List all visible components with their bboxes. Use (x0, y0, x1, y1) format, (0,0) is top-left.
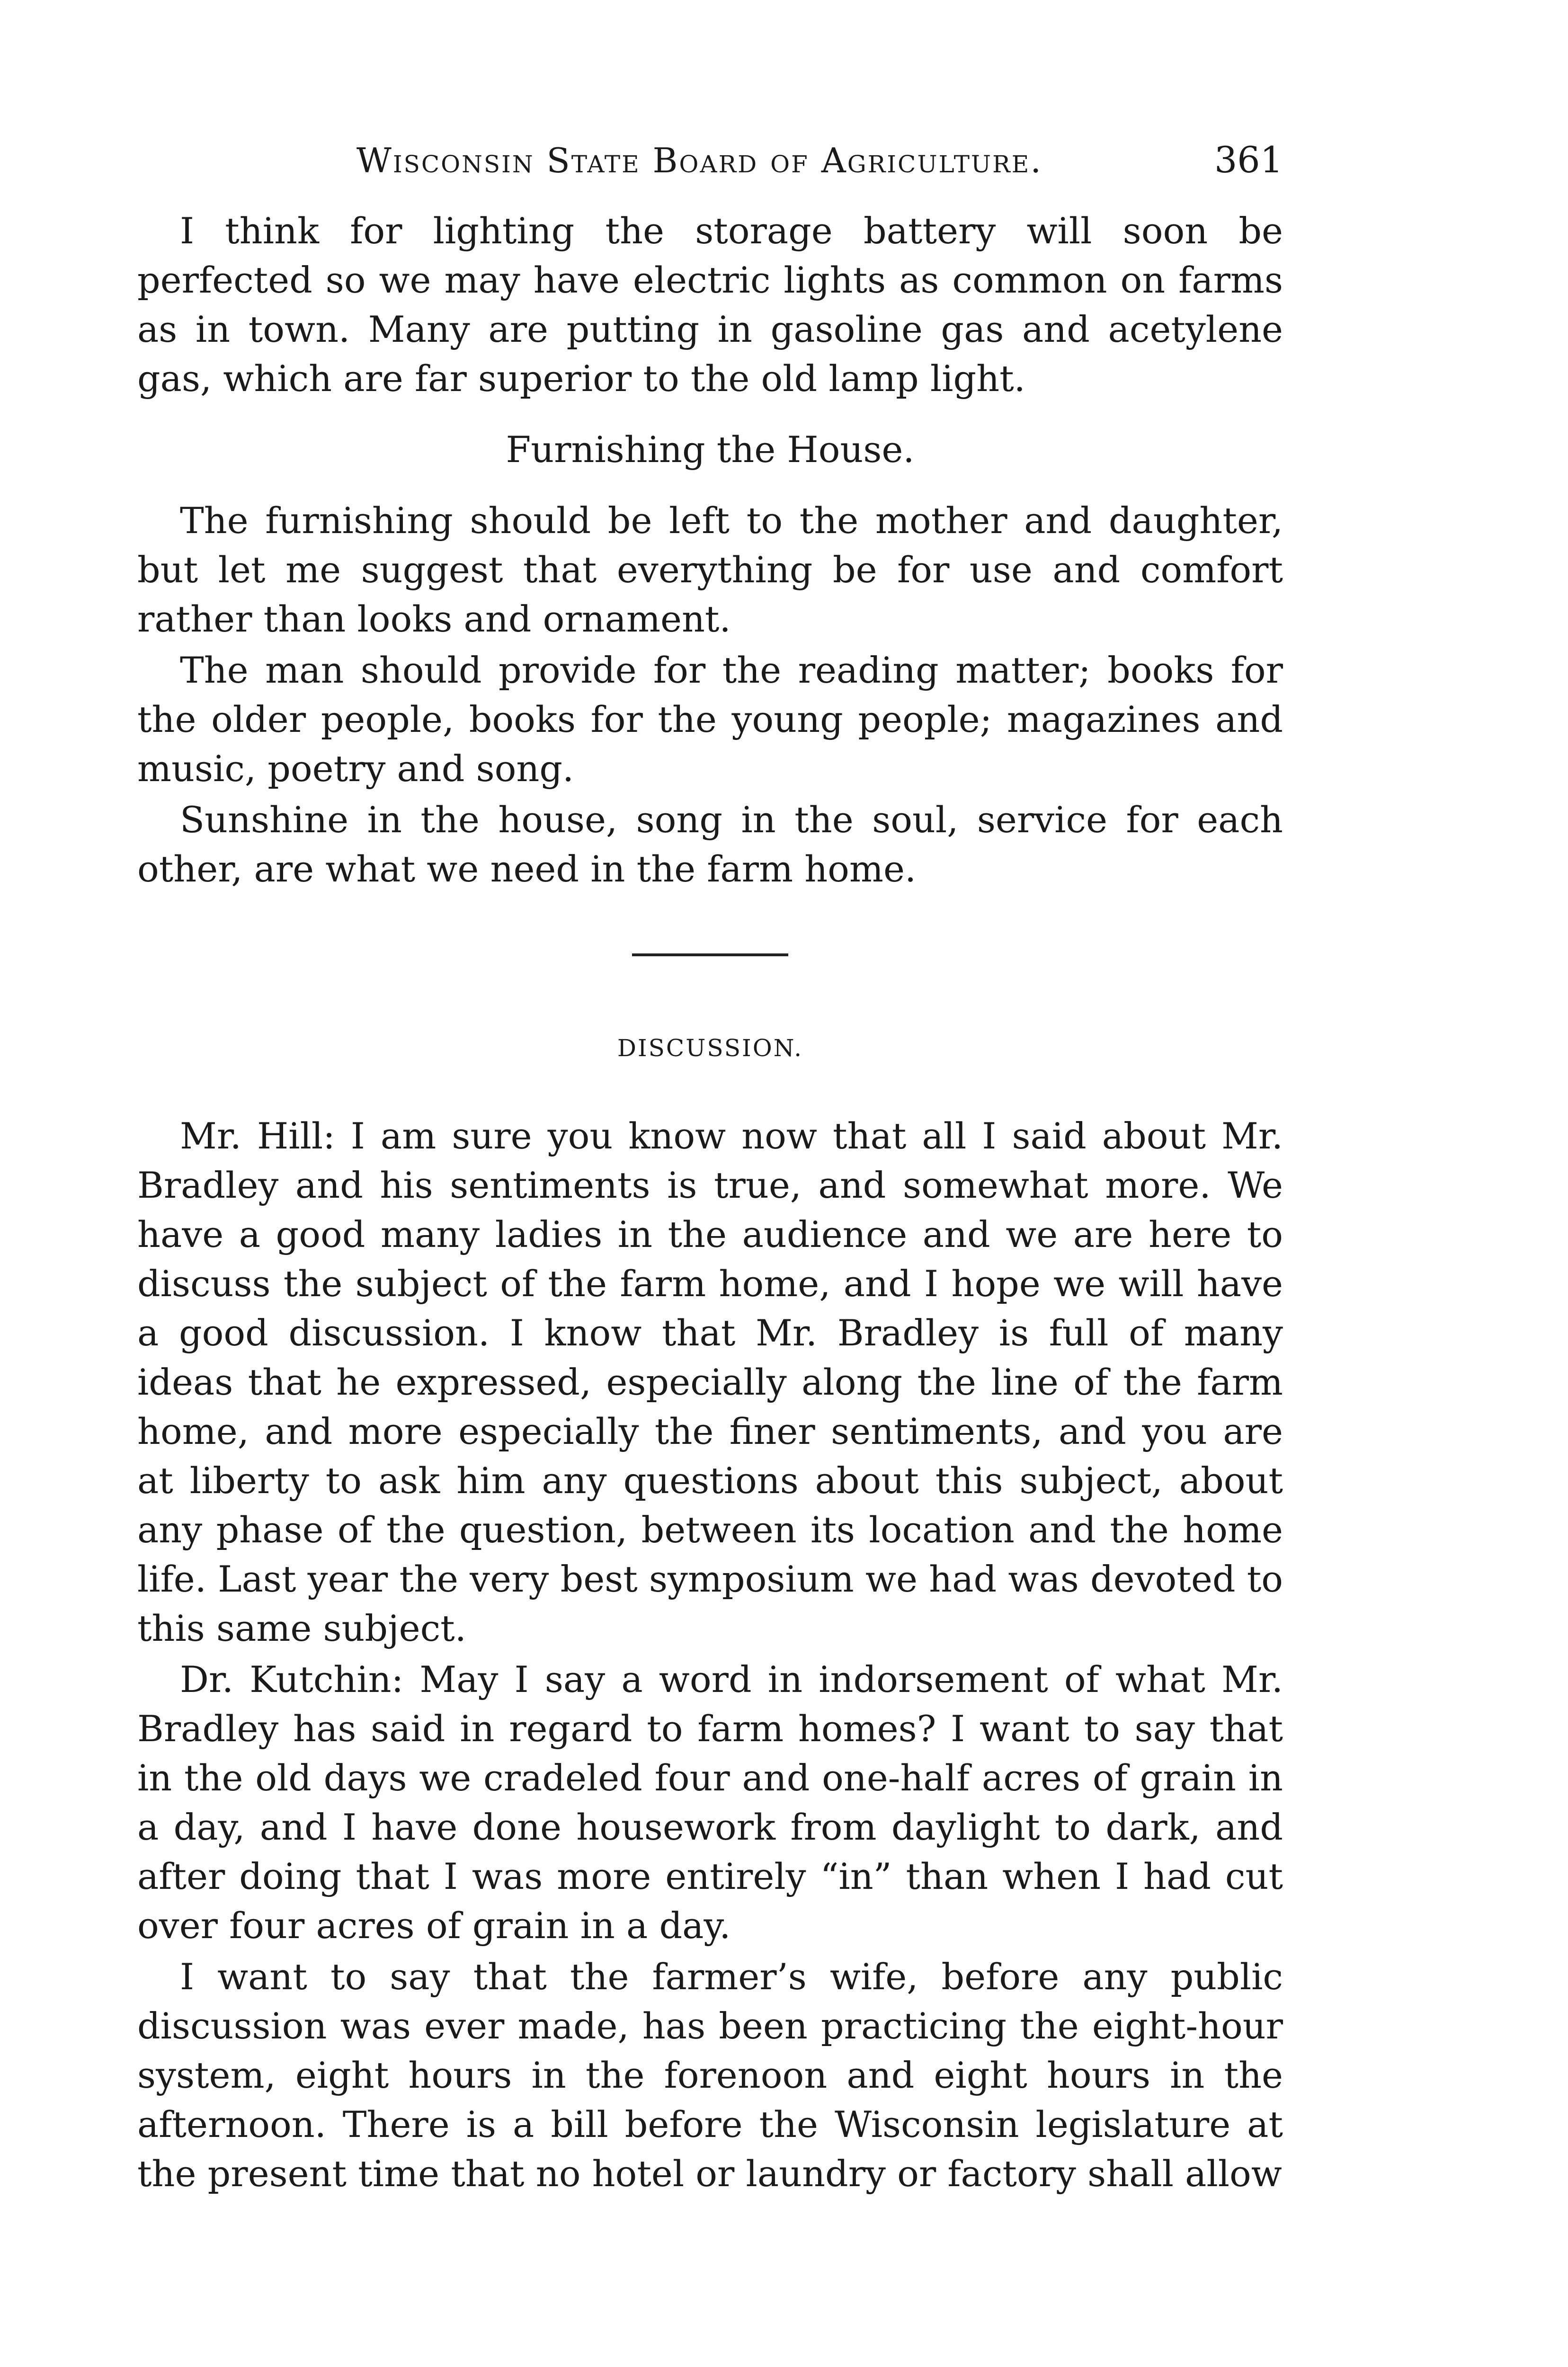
page-number: 361 (1214, 139, 1283, 181)
discussion-heading: DISCUSSION. (617, 1034, 803, 1062)
running-header (137, 139, 1283, 181)
book-page (137, 139, 1283, 2198)
discussion-paragraph: Dr. Kutchin: May I say a word in indorsement of what Mr. Bradley has said in regard to farm homes? I want to say that in the old days we cradeled four and one-half acres of grain in a day, and I have done housework from daylight to dark, and after doing that I was more entirely “in” than when I had cut over four acres of grain in a day. (137, 1658, 1283, 1947)
section-paragraph: Sunshine in the house, song in the soul, service for each other, are what we need in the farm home. (137, 799, 1283, 890)
section-paragraph: The furnishing should be left to the mother and daughter, but let me suggest that everything be for use and comfort rather than looks and ornament. (137, 499, 1283, 640)
discussion-paragraph: Mr. Hill: I am sure you know now that all I said about Mr. Bradley and his sentiments is true, and somewhat more. We have a good many ladies in the audience and we are here to discuss the subject of the farm home, and I hope we will have a good discussion. I know that Mr. Bradley is full of many ideas that he expressed, especially along the line of the farm home, and more especially the finer sentiments, and you are at liberty to ask him any questions about this subject, about any phase of the question, between its location and the home life. Last year the very best symposium we had was devoted to this same subject. (137, 1115, 1283, 1649)
discussion-paragraph: I want to say that the farmer’s wife, before any public discussion was ever made, has been practicing the eight-hour system, eight hours in the forenoon and eight hours in the afternoon. There is a bill before the Wisconsin legislature at the present time that no hotel or laundry or factory shall allow (137, 1956, 1283, 2195)
running-title: Wisconsin State Board of Agriculture. (356, 141, 1043, 180)
section-title: Furnishing the House. (506, 428, 915, 471)
section-paragraph: The man should provide for the reading matter; books for the older people, books for the young people; magazines and music, poetry and song. (137, 649, 1283, 790)
intro-paragraph: I think for lighting the storage battery will soon be perfected so we may have electric lights as common on farms as in town. Many are putting in gasoline gas and acetylene gas, which are far superior to the old lamp light. (137, 210, 1283, 400)
section-divider (632, 953, 788, 956)
